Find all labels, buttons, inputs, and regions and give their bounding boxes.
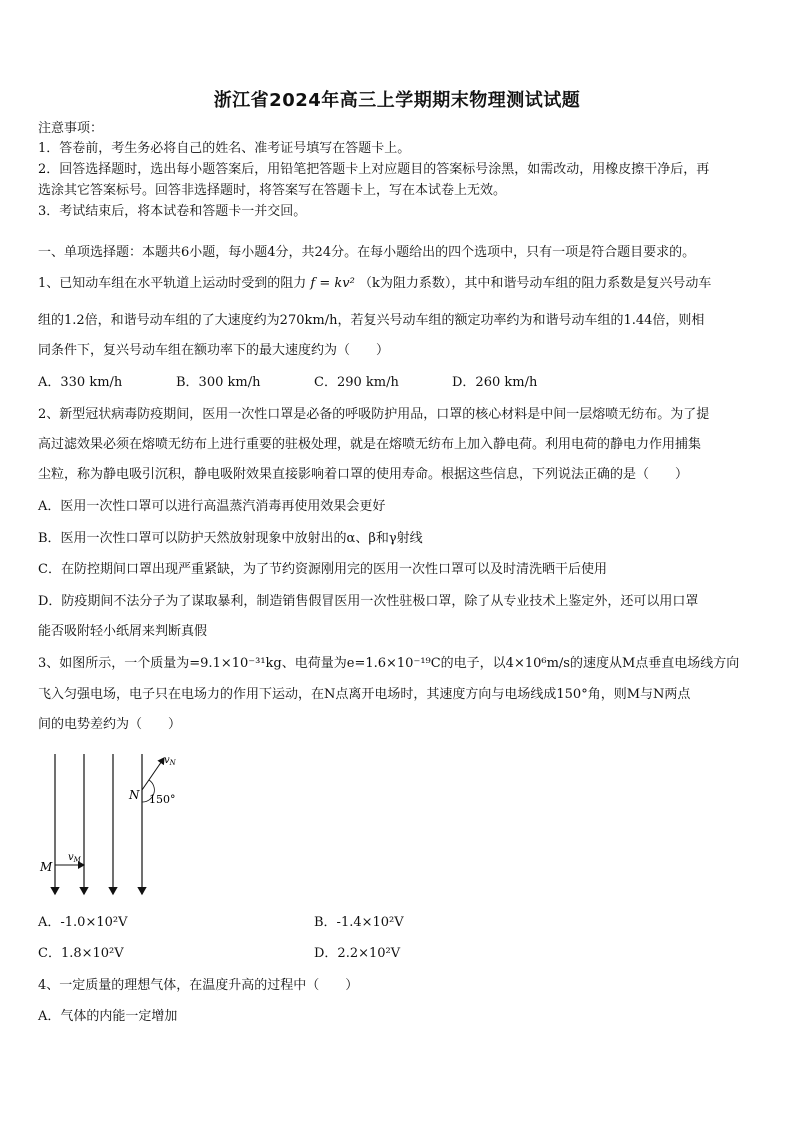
question-1-text: 组的1.2倍，和谐号动车组的了大速度约为270km/h，若复兴号动车组的额定功率约为和谐号动车组的1.44倍，则相 [38, 313, 705, 328]
question-3-text: 飞入匀强电场，电子只在电场力的作用下运动，在N点离开电场时，其速度方向与电场线成150°角，则M与N两点 [38, 687, 691, 702]
point-m-label: M [40, 860, 53, 874]
drag-formula: f = kv² [310, 276, 355, 291]
page-title: 浙江省2024年高三上学期期末物理测试试题 [213, 90, 581, 111]
question-1-option-d: D．260 km/h [452, 375, 538, 390]
notice-item: 1．答卷前，考生务必将自己的姓名、准考证号填写在答题卡上。 [38, 141, 411, 156]
question-2-option-d-cont: 能否吸附轻小纸屑来判断真假 [38, 624, 208, 639]
electric-field-figure [36, 748, 196, 903]
notice-heading: 注意事项： [38, 121, 104, 136]
question-3-option-d: D．2.2×10²V [314, 946, 401, 961]
question-3-option-a: A．-1.0×10²V [38, 915, 128, 930]
question-2-option-c: C．在防控期间口罩出现严重紧缺，为了节约资源刚用完的医用一次性口罩可以及时清洗晒干后使用 [38, 562, 607, 577]
question-2-option-d: D．防疫期间不法分子为了谋取暴利，制造销售假冒医用一次性驻极口罩，除了从专业技术上鉴定外，还可以用口罩 [38, 594, 699, 609]
notice-item: 选涂其它答案标号。回答非选择题时，将答案写在答题卡上，写在本试卷上无效。 [38, 183, 507, 198]
question-2-text: 尘粒，称为静电吸引沉积，静电吸附效果直接影响着口罩的使用寿命。根据这些信息，下列说法正确的是（ ） [38, 467, 689, 482]
angle-label: 150° [149, 793, 176, 806]
question-2-text: 高过滤效果必须在熔喷无纺布上进行重要的驻极处理，就是在熔喷无纺布上加入静电荷。利用电荷的静电力作用捕集 [38, 437, 702, 452]
section-heading: 一、单项选择题：本题共6小题，每小题4分，共24分。在每小题给出的四个选项中，只有一项是符合题目要求的。 [38, 245, 696, 260]
question-2-option-b: B．医用一次性口罩可以防护天然放射现象中放射出的α、β和γ射线 [38, 531, 423, 546]
question-3-option-c: C．1.8×10²V [38, 946, 124, 961]
question-2-option-a: A．医用一次性口罩可以进行高温蒸汽消毒再使用效果会更好 [38, 499, 386, 514]
question-1-option-c: C．290 km/h [314, 375, 399, 390]
question-1-text: 1、已知动车组在水平轨道上运动时受到的阻力 [38, 276, 307, 291]
question-1-line [38, 275, 760, 293]
question-3-option-b: B．-1.4×10²V [314, 915, 404, 930]
question-4-text: 4、一定质量的理想气体，在温度升高的过程中（ ） [38, 978, 359, 993]
notice-item: 2．回答选择题时，选出每小题答案后，用铅笔把答题卡上对应题目的答案标号涂黑，如需改动，用橡皮擦干净后，再 [38, 162, 710, 177]
question-1-option-b: B．300 km/h [176, 375, 261, 390]
notice-item: 3．考试结束后，将本试卷和答题卡一并交回。 [38, 204, 307, 219]
question-1-text: （k为阻力系数），其中和谐号动车组的阻力系数是复兴号动车 [358, 276, 712, 291]
question-3-text: 3、如图所示，一个质量为=9.1×10⁻³¹kg、电荷量为e=1.6×10⁻¹⁹C的电子，以4×10⁶m/s的速度从M点垂直电场线方向 [38, 656, 740, 671]
question-4-option-a: A．气体的内能一定增加 [38, 1009, 178, 1024]
velocity-n-label: $v_N$ [164, 755, 176, 767]
question-3-text: 间的电势差约为（ ） [38, 717, 182, 732]
velocity-m-label: $v_M$ [68, 852, 81, 864]
question-1-option-a: A．330 km/h [38, 375, 123, 390]
question-2-text: 2、新型冠状病毒防疫期间，医用一次性口罩是必备的呼吸防护用品，口罩的核心材料是中间一层熔喷无纺布。为了提 [38, 407, 710, 422]
point-n-label: N [129, 788, 140, 802]
question-1-text: 同条件下，复兴号动车组在额功率下的最大速度约为（ ） [38, 343, 390, 358]
